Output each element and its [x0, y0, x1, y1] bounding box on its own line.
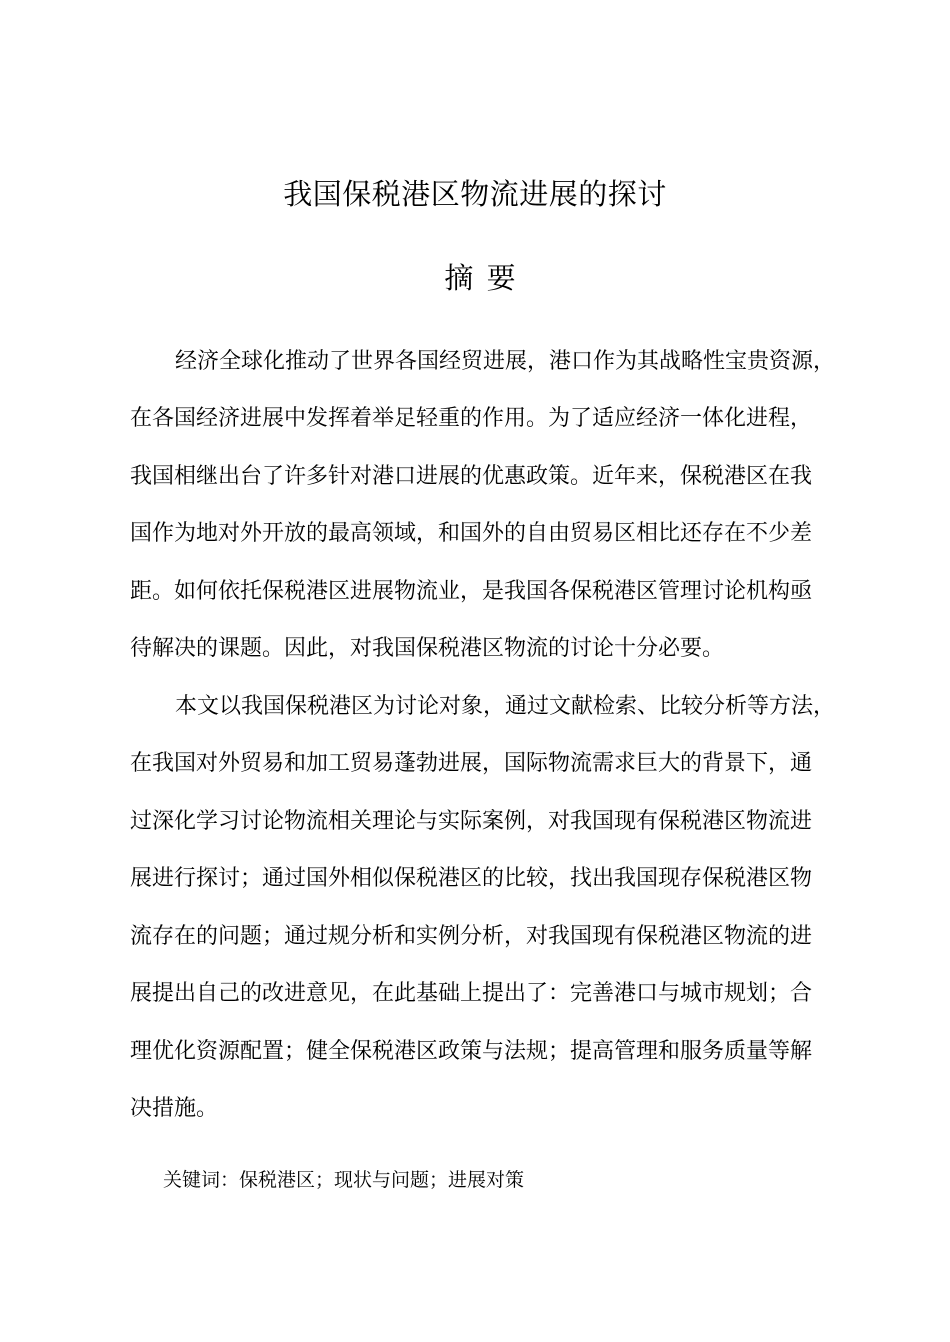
paragraph-1-line-2: 在各国经济进展中发挥着举足轻重的作用。为了适应经济一体化进程，: [130, 406, 813, 431]
paragraph-2-line-3: 过深化学习讨论物流相关理论与实际案例，对我国现有保税港区物流进: [130, 809, 813, 834]
paragraph-2-line-5: 流存在的问题；通过规分析和实例分析，对我国现有保税港区物流的进: [130, 924, 813, 949]
paragraph-1-line-3: 我国相继出台了许多针对港口进展的优惠政策。近年来，保税港区在我: [130, 464, 813, 489]
paragraph-2-line-6: 展提出自己的改进意见，在此基础上提出了：完善港口与城市规划；合: [130, 981, 813, 1006]
abstract-heading: 摘 要: [444, 261, 516, 295]
document-title: 我国保税港区物流进展的探讨: [283, 177, 667, 211]
paragraph-2-line-8: 决措施。: [130, 1096, 219, 1121]
keywords: 关键词：保税港区；现状与问题；进展对策: [163, 1169, 525, 1191]
paragraph-2-line-4: 展进行探讨；通过国外相似保税港区的比较，找出我国现存保税港区物: [130, 866, 813, 891]
paragraph-2-line-7: 理优化资源配置；健全保税港区政策与法规；提高管理和服务质量等解: [130, 1039, 813, 1064]
paragraph-2-line-2: 在我国对外贸易和加工贸易蓬勃进展，国际物流需求巨大的背景下，通: [130, 751, 813, 776]
paragraph-1-line-4: 国作为地对外开放的最高领域，和国外的自由贸易区相比还存在不少差: [130, 521, 813, 546]
paragraph-1-line-6: 待解决的课题。因此，对我国保税港区物流的讨论十分必要。: [130, 636, 725, 661]
paragraph-2-line-1: 本文以我国保税港区为讨论对象，通过文献检索、比较分析等方法，: [175, 694, 836, 719]
paragraph-1-line-1: 经济全球化推动了世界各国经贸进展，港口作为其战略性宝贵资源，: [175, 349, 836, 374]
paragraph-1-line-5: 距。如何依托保税港区进展物流业，是我国各保税港区管理讨论机构亟: [130, 579, 813, 604]
